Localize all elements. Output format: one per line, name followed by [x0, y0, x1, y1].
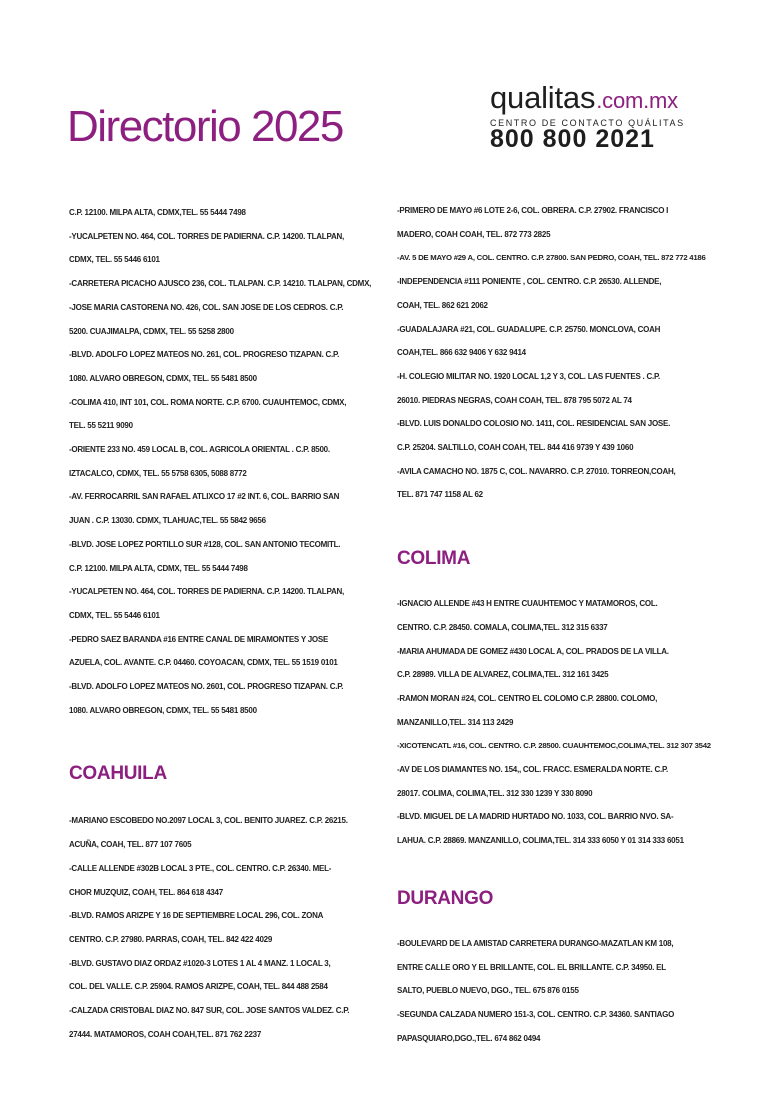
- address-line: -BLVD. LUIS DONALDO COLOSIO NO. 1411, COL. RESIDENCIAL SAN JOSE.: [397, 419, 671, 429]
- address-line: 26010. PIEDRAS NEGRAS, COAH COAH, TEL. 878 795 5072 AL 74: [397, 395, 632, 405]
- address-line: PAPASQUIARO,DGO.,TEL. 674 862 0494: [397, 1033, 541, 1043]
- entry-list: [397, 932, 715, 1051]
- address-line: CDMX, TEL. 55 5446 6101: [69, 610, 160, 620]
- address-line: -CALZADA CRISTOBAL DIAZ NO. 847 SUR, COL. JOSE SANTOS VALDEZ. C.P.: [69, 1006, 350, 1016]
- address-line: -SEGUNDA CALZADA NUMERO 151-3, COL. CENTRO. C.P. 34360. SANTIAGO: [397, 1009, 675, 1019]
- section-heading-coahuila: COAHUILA: [69, 763, 167, 785]
- address-line: -YUCALPETEN NO. 464, COL. TORRES DE PADIERNA. C.P. 14200. TLALPAN,: [69, 231, 344, 241]
- section-heading-durango: DURANGO: [397, 887, 494, 909]
- address-line: -GUADALAJARA #21, COL. GUADALUPE. C.P. 25750. MONCLOVA, COAH: [397, 324, 661, 334]
- brand-logo-block: [490, 80, 702, 153]
- entry-list: [397, 592, 715, 853]
- address-line: MADERO, COAH COAH, TEL. 872 773 2825: [397, 229, 551, 239]
- address-line: -PEDRO SAEZ BARANDA #16 ENTRE CANAL DE MIRAMONTES Y JOSE: [69, 634, 329, 644]
- address-line: -BLVD. GUSTAVO DIAZ ORDAZ #1020-3 LOTES 1 AL 4 MANZ. 1 LOCAL 3,: [69, 958, 331, 968]
- address-line: SALTO, PUEBLO NUEVO, DGO., TEL. 675 876 0155: [397, 986, 579, 996]
- brand-tagline: CENTRO DE CONTACTO QUÁLITAS: [490, 118, 685, 128]
- brand-phone: 800 800 2021: [490, 125, 655, 153]
- address-line: -JOSE MARIA CASTORENA NO. 426, COL. SAN JOSE DE LOS CEDROS. C.P.: [69, 302, 344, 312]
- page-title: Directorio 2025: [67, 102, 343, 151]
- entry-list: [69, 809, 377, 1046]
- address-line: C.P. 25204. SALTILLO, COAH COAH, TEL. 844 416 9739 Y 439 1060: [397, 443, 634, 453]
- address-line: -XICOTENCATL #16, COL. CENTRO. C.P. 28500. CUAUHTEMOC,COLIMA,TEL. 312 307 3542: [397, 741, 711, 751]
- address-line: -BOULEVARD DE LA AMISTAD CARRETERA DURANGO-MAZATLAN KM 108,: [397, 938, 674, 948]
- address-line: -BLVD. RAMOS ARIZPE Y 16 DE SEPTIEMBRE LOCAL 296, COL. ZONA: [69, 911, 324, 921]
- address-line: -AV. 5 DE MAYO #29 A, COL. CENTRO. C.P. 27800. SAN PEDRO, COAH, TEL. 872 772 4186: [397, 253, 706, 263]
- address-line: -ORIENTE 233 NO. 459 LOCAL B, COL. AGRICOLA ORIENTAL . C.P. 8500.: [69, 445, 330, 455]
- entry-list: [69, 201, 377, 722]
- address-line: -BLVD. ADOLFO LOPEZ MATEOS NO. 2601, COL. PROGRESO TIZAPAN. C.P.: [69, 682, 344, 692]
- address-line: CHOR MUZQUIZ, COAH, TEL. 864 618 4347: [69, 887, 223, 897]
- address-line: 27444. MATAMOROS, COAH COAH,TEL. 871 762 2237: [69, 1029, 262, 1039]
- address-line: C.P. 28989. VILLA DE ALVAREZ, COLIMA,TEL. 312 161 3425: [397, 670, 609, 680]
- address-line: -IGNACIO ALLENDE #43 H ENTRE CUAUHTEMOC Y MATAMOROS, COL.: [397, 599, 658, 609]
- address-line: CENTRO. C.P. 27980. PARRAS, COAH, TEL. 842 422 4029: [69, 934, 273, 944]
- address-line: COAH, TEL. 862 621 2062: [397, 300, 488, 310]
- address-line: -BLVD. JOSE LOPEZ PORTILLO SUR #128, COL. SAN ANTONIO TECOMITL.: [69, 539, 341, 549]
- address-line: C.P. 12100. MILPA ALTA, CDMX,TEL. 55 5444 7498: [69, 208, 246, 217]
- address-line: TEL. 55 5211 9090: [69, 421, 133, 431]
- address-line: LAHUA. C.P. 28869. MANZANILLO, COLIMA,TEL. 314 333 6050 Y 01 314 333 6051: [397, 836, 684, 846]
- right-column: [397, 199, 715, 1050]
- address-line: ACUÑA, COAH, TEL. 877 107 7605: [69, 840, 192, 850]
- address-line: -CALLE ALLENDE #302B LOCAL 3 PTE., COL. CENTRO. C.P. 26340. MEL-: [69, 863, 332, 873]
- address-line: -INDEPENDENCIA #111 PONIENTE , COL. CENTRO. C.P. 26530. ALLENDE,: [397, 277, 662, 287]
- address-line: -YUCALPETEN NO. 464, COL. TORRES DE PADIERNA. C.P. 14200. TLALPAN,: [69, 587, 344, 597]
- address-line: -COLIMA 410, INT 101, COL. ROMA NORTE. C.P. 6700. CUAUHTEMOC, CDMX,: [69, 397, 347, 407]
- address-line: COL. DEL VALLE. C.P. 25904. RAMOS ARIZPE, COAH, TEL. 844 488 2584: [69, 982, 328, 992]
- address-line: -MARIANO ESCOBEDO NO.2097 LOCAL 3, COL. BENITO JUAREZ. C.P. 26215.: [69, 816, 348, 826]
- address-line: -MARIA AHUMADA DE GOMEZ #430 LOCAL A, COL. PRADOS DE LA VILLA.: [397, 646, 669, 656]
- address-line: -PRIMERO DE MAYO #6 LOTE 2-6, COL. OBRERA. C.P. 27902. FRANCISCO I: [397, 206, 669, 215]
- left-column: [69, 201, 377, 1047]
- entry-list: [397, 199, 715, 507]
- address-line: CENTRO. C.P. 28450. COMALA, COLIMA,TEL. 312 315 6337: [397, 622, 608, 632]
- brand-name: qualitas: [490, 80, 596, 115]
- brand-logo: [490, 82, 702, 117]
- address-line: -AV DE LOS DIAMANTES NO. 154,, COL. FRACC. ESMERALDA NORTE. C.P.: [397, 765, 668, 775]
- section-heading-colima: COLIMA: [397, 548, 471, 570]
- address-line: C.P. 12100. MILPA ALTA, CDMX, TEL. 55 5444 7498: [69, 563, 248, 573]
- brand-domain: .com.mx: [596, 88, 678, 113]
- address-line: -AV. FERROCARRIL SAN RAFAEL ATLIXCO 17 #2 INT. 6, COL. BARRIO SAN: [69, 492, 340, 502]
- address-line: -BLVD. ADOLFO LOPEZ MATEOS NO. 261, COL. PROGRESO TIZAPAN. C.P.: [69, 350, 340, 360]
- address-line: TEL. 871 747 1158 AL 62: [397, 490, 483, 500]
- address-line: CDMX, TEL. 55 5446 6101: [69, 255, 160, 265]
- address-line: 5200. CUAJIMALPA, CDMX, TEL. 55 5258 2800: [69, 326, 234, 336]
- address-line: 28017. COLIMA, COLIMA,TEL. 312 330 1239 Y 330 8090: [397, 788, 593, 798]
- address-line: -H. COLEGIO MILITAR NO. 1920 LOCAL 1,2 Y 3, COL. LAS FUENTES . C.P.: [397, 371, 661, 381]
- address-line: ENTRE CALLE ORO Y EL BRILLANTE, COL. EL BRILLANTE. C.P. 34950. EL: [397, 962, 666, 972]
- address-line: JUAN . C.P. 13030. CDMX, TLAHUAC,TEL. 55 5842 9656: [69, 516, 266, 526]
- address-line: 1080. ALVARO OBREGON, CDMX, TEL. 55 5481 8500: [69, 705, 257, 715]
- address-line: AZUELA, COL. AVANTE. C.P. 04460. COYOACAN, CDMX, TEL. 55 1519 0101: [69, 658, 338, 668]
- address-line: -BLVD. MIGUEL DE LA MADRID HURTADO NO. 1033, COL. BARRIO NVO. SA-: [397, 812, 674, 822]
- address-line: -AVILA CAMACHO NO. 1875 C, COL. NAVARRO. C.P. 27010. TORREON,COAH,: [397, 466, 676, 476]
- address-line: -CARRETERA PICACHO AJUSCO 236, COL. TLALPAN. C.P. 14210. TLALPAN, CDMX,: [69, 279, 372, 289]
- address-line: IZTACALCO, CDMX, TEL. 55 5758 6305, 5088 8772: [69, 468, 247, 478]
- address-line: -RAMON MORAN #24, COL. CENTRO EL COLOMO C.P. 28800. COLOMO,: [397, 693, 658, 703]
- address-line: COAH,TEL. 866 632 9406 Y 632 9414: [397, 348, 526, 358]
- address-line: MANZANILLO,TEL. 314 113 2429: [397, 717, 514, 727]
- address-line: 1080. ALVARO OBREGON, CDMX, TEL. 55 5481 8500: [69, 373, 257, 383]
